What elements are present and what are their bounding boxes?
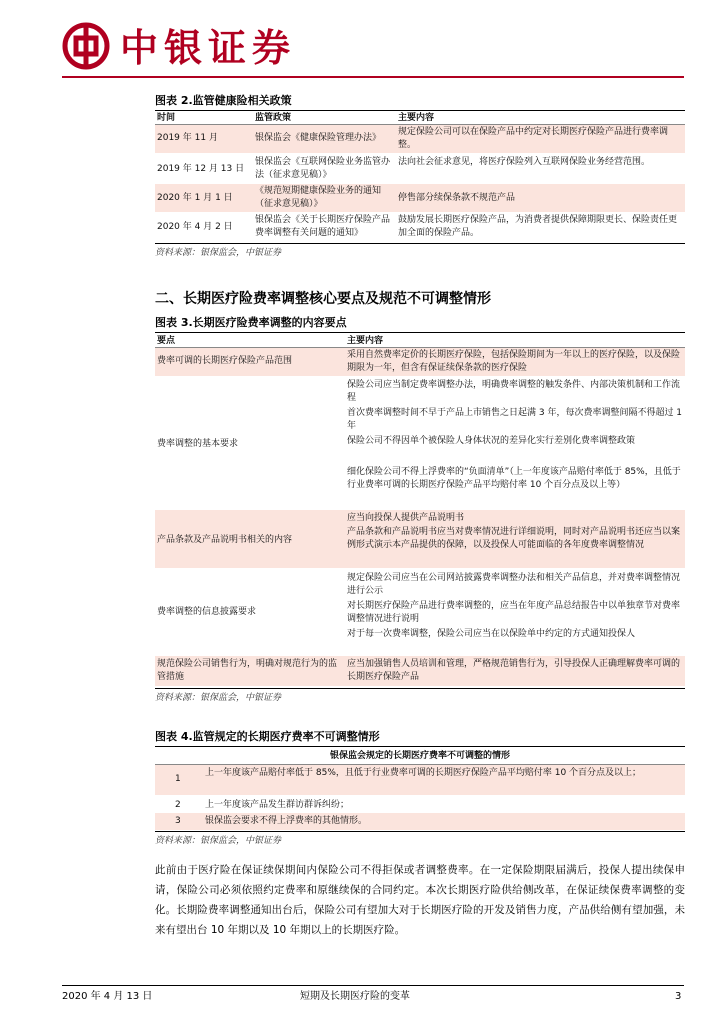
header-divider — [62, 76, 684, 78]
fig2-header-content: 主要内容 — [398, 113, 435, 123]
fig4-top-rule — [155, 746, 685, 747]
fig3-row-3-key: 产品条款及产品说明书相关的内容 — [157, 535, 293, 545]
fig2-top-rule — [155, 110, 685, 111]
fig4-row-1-text: 上一年度该产品赔付率低于 85%，且低于行业费率可调的长期医疗保险产品平均赔付率 10 个百分点及以上； — [205, 768, 642, 778]
footer-date: 2020 年 4 月 13 日 — [62, 991, 153, 1002]
body-paragraph: 此前由于医疗险在保证续保期间内保险公司不得拒保或者调整费率。在一定保险期限届满后，投保人提出续保申请，保险公司必须依照约定费率和原继续保的合同约定。本次长期医疗险供给侧改革，在保证续保费率调整的变化。长期险费率调整通知出台后，保险公司有望加大对于长期医疗险的开发及销售力度，产品供给侧有望加强，未来有望出台 10 年期以及 10 年期以上的长期医疗险。 — [155, 864, 685, 936]
fig3-row-4-line-2: 对长期医疗保险产品进行费率调整的，应当在年度产品总结报告中以单独章节对费率调整情况进行说明 — [347, 601, 681, 624]
footer-title: 短期及长期医疗险的变革 — [300, 991, 410, 1002]
section-2-heading: 二、长期医疗险费率调整核心要点及规范不可调整情形 — [155, 291, 491, 307]
fig2-row-3-content: 停售部分续保条款不规范产品 — [398, 193, 516, 203]
fig3-title: 图表 3.长期医疗险费率调整的内容要点 — [155, 316, 347, 329]
bank-of-china-logo-icon — [62, 22, 110, 70]
footer-divider — [62, 985, 684, 986]
fig3-row-4-line-3: 对于每一次费率调整，保险公司应当在以保险单中约定的方式通知投保人 — [347, 629, 636, 639]
fig4-row-2-text: 上一年度该产品发生群访群诉纠纷； — [205, 800, 350, 810]
fig3-bottom-rule — [155, 688, 685, 689]
fig2-row-4-content: 鼓励发展长期医疗保险产品，为消费者提供保障期限更长、保险责任更加全面的保险产品。 — [398, 215, 678, 238]
fig2-row-4-time: 2020 年 4 月 2 日 — [157, 222, 233, 232]
fig4-row-2-num: 2 — [175, 800, 181, 810]
page-number: 3 — [675, 991, 682, 1002]
fig3-row-4-line-1: 规定保险公司应当在公司网站披露费率调整办法和相关产品信息，并对费率调整情况进行公示 — [347, 573, 681, 596]
fig2-row-1-time: 2019 年 11 月 — [157, 133, 218, 143]
fig2-source: 资料来源：银保监会，中银证券 — [155, 248, 282, 258]
fig2-row-2-policy: 银保监会《互联网保险业务监管办法（征求意见稿）》 — [255, 157, 391, 180]
fig4-title: 图表 4.监管规定的长期医疗费率不可调整情形 — [155, 730, 380, 743]
fig3-row-5-line-1: 应当加强销售人员培训和管理，严格规范销售行为，引导投保人正确理解费率可调的长期医疗保险产品 — [347, 659, 681, 682]
fig2-row-4-policy: 银保监会《关于长期医疗保险产品费率调整有关问题的通知》 — [255, 215, 391, 238]
fig3-top-rule — [155, 332, 685, 333]
fig4-source: 资料来源：银保监会，中银证券 — [155, 836, 282, 846]
fig3-row-2-line-4: 细化保险公司不得上浮费率的“负面清单”（上一年度该产品赔付率低于 85%，且低于行业费率可调的长期医疗保险产品平均赔付率 10 个百分点及以上等） — [347, 467, 681, 490]
fig4-row-1-num: 1 — [175, 774, 181, 784]
fig3-header-key: 要点 — [157, 336, 176, 346]
fig3-row-2-line-3: 保险公司不得因单个被保险人身体状况的差异化实行差别化费率调整政策 — [347, 436, 636, 446]
fig4-row-3-text: 银保监会要求不得上浮费率的其他情形。 — [205, 816, 368, 826]
fig2-row-2-time: 2019 年 12 月 13 日 — [157, 164, 245, 174]
fig3-header-content: 主要内容 — [347, 336, 384, 346]
fig3-row-5-key: 规范保险公司销售行为，明确对规范行为的监管措施 — [157, 659, 338, 682]
fig2-row-3-policy: 《规范短期健康保险业务的通知（征求意见稿）》 — [255, 186, 382, 209]
fig3-row-3-line-2: 产品条款和产品说明书应当对费率情况进行详细说明，同时对产品说明书还应当以案例形式演示本产品提供的保障，以及投保人可能面临的各年度费率调整情况 — [347, 527, 681, 550]
fig3-row-2-line-1: 保险公司应当制定费率调整办法，明确费率调整的触发条件、内部决策机制和工作流程 — [347, 380, 681, 403]
fig3-row-1-key: 费率可调的长期医疗保险产品范围 — [157, 356, 293, 366]
fig3-row-2-line-2: 首次费率调整时间不早于产品上市销售之日起满 3 年，每次费率调整间隔不得超过 1 年 — [347, 408, 683, 431]
fig4-row-3-num: 3 — [175, 816, 181, 826]
fig4-table-title: 银保监会规定的长期医疗费率不可调整的情形 — [329, 751, 510, 761]
fig3-row-3-line-1: 应当向投保人提供产品说明书 — [347, 513, 465, 523]
fig2-row-1-content: 规定保险公司可以在保险产品中约定对长期医疗保险产品进行费率调整。 — [398, 127, 669, 150]
fig3-source: 资料来源：银保监会，中银证券 — [155, 693, 282, 703]
fig2-header-policy: 监管政策 — [255, 113, 292, 123]
fig2-header-time: 时间 — [157, 113, 176, 123]
fig2-row-3-time: 2020 年 1 月 1 日 — [157, 193, 233, 203]
fig3-row-4-key: 费率调整的信息披露要求 — [157, 607, 257, 617]
fig2-bottom-rule — [155, 243, 685, 244]
page-header — [62, 22, 684, 82]
fig2-row-2-content: 法向社会征求意见，将医疗保险列入互联网保险业务经营范围。 — [398, 157, 651, 167]
fig3-row-2-key: 费率调整的基本要求 — [157, 439, 239, 449]
fig2-title: 图表 2.监管健康险相关政策 — [155, 94, 292, 107]
brand-name: 中银证券 — [120, 25, 297, 70]
fig4-bottom-rule — [155, 831, 685, 832]
fig2-row-1-policy: 银保监会《健康保险管理办法》 — [255, 133, 382, 143]
fig3-row-1-line-1: 采用自然费率定价的长期医疗保险，包括保险期间为一年以上的医疗保险，以及保险期限为一年，但含有保证续保条款的医疗保险 — [347, 350, 681, 373]
